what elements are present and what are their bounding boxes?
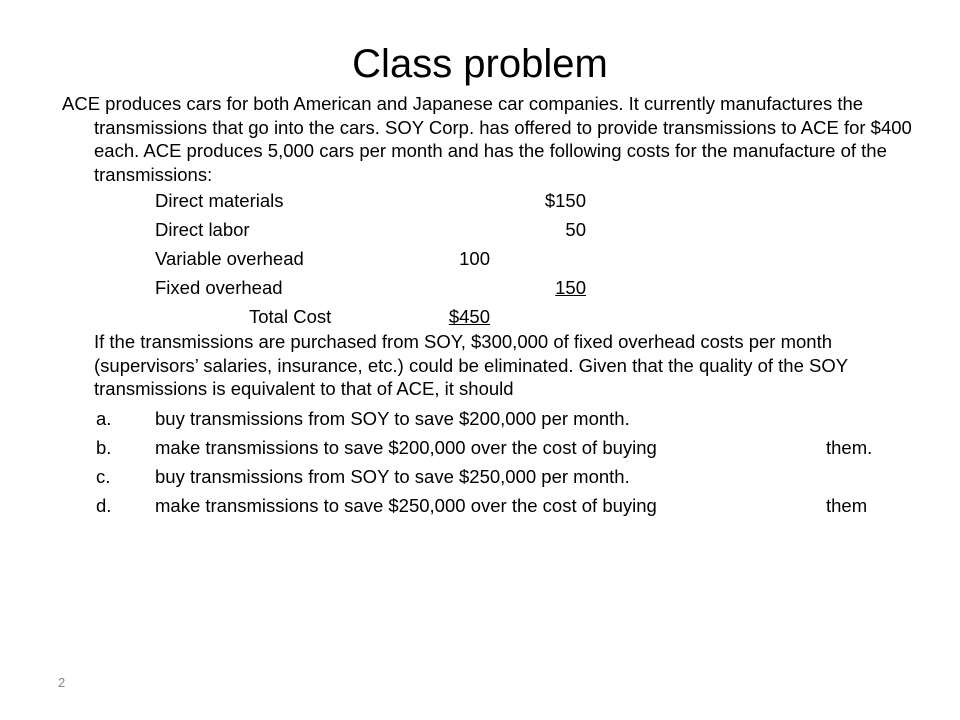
option-text: make transmissions to save $200,000 over the cost of buying [155,437,657,458]
cost-value: $150 [544,190,586,211]
cost-value: 150 [555,277,586,298]
cost-label: Direct materials [155,190,284,211]
cost-label: Direct labor [155,219,250,240]
total-value: $450 [448,306,490,327]
option-text: buy transmissions from SOY to save $200,000 per month. [155,408,630,429]
cost-value: 50 [565,219,586,240]
option-tail: them. [826,437,873,458]
intro-paragraph: ACE produces cars for both American and Japanese car companies. It currently manufactures the transmissions that go into the cars. SOY Corp. has offered to provide transmissions to ACE for $400 each. ACE produces 5,000 cars per month and has the following costs for the manufacture of the transmissions: [62,93,912,185]
cost-label: Fixed overhead [155,277,283,298]
option-text: buy transmissions from SOY to save $250,000 per month. [155,466,630,487]
cost-value: 100 [459,248,490,269]
option-tail: them [826,495,868,516]
page-number: 2 [58,675,66,690]
option-letter: a. [96,408,112,429]
question-paragraph: If the transmissions are purchased from SOY, $300,000 of fixed overhead costs per month (supervisors’ salaries, insurance, etc.) could be eliminated. Given that the quality of the SOY transmissions is equivalent to that of ACE, it should [94,331,848,399]
total-label: Total Cost [249,306,332,327]
slide-title: Class problem [352,42,608,86]
option-text: make transmissions to save $250,000 over the cost of buying [155,495,657,516]
cost-label: Variable overhead [155,248,304,269]
option-letter: c. [96,466,111,487]
option-letter: d. [96,495,112,516]
option-letter: b. [96,437,112,458]
